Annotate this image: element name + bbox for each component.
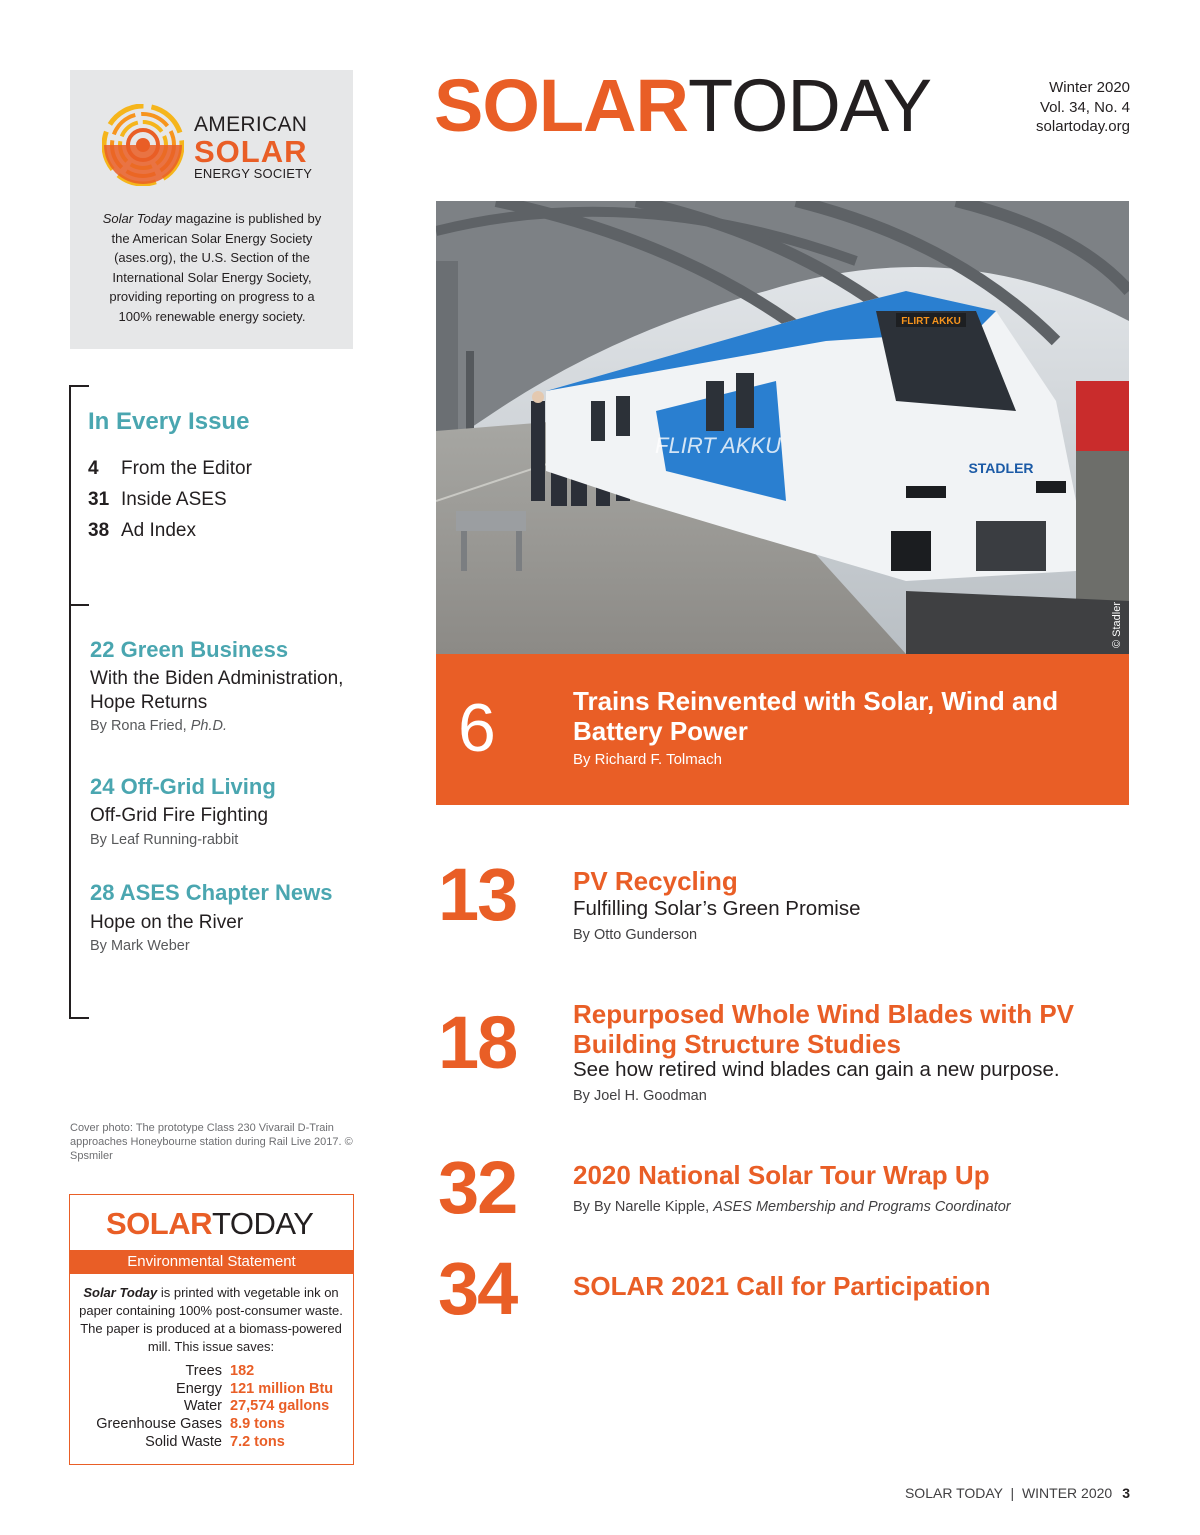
destination-sign: FLIRT AKKU	[901, 316, 961, 327]
env-saving-value: 182	[230, 1363, 255, 1379]
ases-sun-logo-icon	[102, 104, 184, 186]
issue-volume: Vol. 34, No. 4	[1039, 98, 1130, 116]
train-brand: STADLER	[968, 460, 1034, 476]
every-issue-item[interactable]	[88, 489, 227, 511]
train-side-text: FLIRT AKKU	[655, 433, 781, 458]
cover-photo-credit: Cover photo: The prototype Class 230 Vivarail D-Train approaches Honeybourne station during Rail Live 2017. © Spsmiler	[70, 1122, 353, 1162]
left-article-subtitle: Off-Grid Fire Fighting	[90, 805, 269, 826]
every-issue-item[interactable]	[88, 520, 196, 542]
article-title[interactable]: SOLAR 2021 Call for Participation	[573, 1271, 991, 1301]
env-saving-row	[70, 1362, 353, 1380]
article-byline: By Otto Gunderson	[573, 927, 698, 943]
every-issue-item[interactable]	[88, 458, 252, 480]
masthead-solar: SOLAR	[434, 64, 688, 147]
ases-desc-text: magazine is published by the American Solar Energy Society (ases.org), the U.S. Section of the International Solar Energy Society, providing reporting on progress to a 100% renewable energy society.	[109, 211, 322, 324]
env-saving-label: Trees	[185, 1363, 222, 1379]
every-issue-label: Ad Index	[121, 520, 196, 541]
env-heading: Environmental Statement	[70, 1250, 353, 1274]
env-desc-text: is printed with vegetable ink on paper containing 100% post-consumer waste. The paper is produced at a biomass-powered mill. This issue saves:	[79, 1285, 343, 1354]
left-article-subtitle: With the Biden Administration, Hope Returns	[90, 668, 344, 713]
env-saving-row	[70, 1397, 353, 1415]
masthead-today: TODAY	[688, 64, 932, 147]
env-saving-row	[70, 1415, 353, 1433]
article-page-number: 32	[438, 1146, 517, 1229]
page-footer	[905, 1485, 1130, 1501]
issue-url[interactable]: solartoday.org	[1036, 118, 1130, 135]
env-masthead-logo	[106, 1207, 313, 1241]
page-number: 3	[1122, 1485, 1130, 1501]
byline-text: By By Narelle Kipple,	[573, 1199, 714, 1215]
article-title[interactable]: 2020 National Solar Tour Wrap Up	[573, 1160, 990, 1190]
article-subtitle: See how retired wind blades can gain a new purpose.	[573, 1058, 1060, 1081]
photo-credit: © Stadler	[1111, 601, 1123, 648]
feature-byline: By Richard F. Tolmach	[573, 751, 722, 768]
feature-page-number: 6	[458, 690, 496, 766]
ases-desc-italic: Solar Today	[102, 211, 172, 226]
bracket-tick	[69, 1017, 89, 1019]
byline-suffix: Ph.D.	[190, 718, 228, 734]
left-article-byline: By Mark Weber	[90, 938, 190, 954]
env-saving-value: 8.9 tons	[230, 1416, 285, 1432]
article-title[interactable]: Repurposed Whole Wind Blades with PV Building Structure Studies	[573, 999, 1075, 1059]
env-desc-italic: Solar Today	[83, 1285, 158, 1300]
every-issue-page: 31	[88, 489, 110, 510]
every-issue-label: From the Editor	[121, 458, 252, 479]
issue-info	[1036, 78, 1130, 137]
env-saving-label: Solid Waste	[145, 1434, 222, 1450]
environmental-statement-box	[69, 1194, 354, 1465]
ases-word-society: ENERGY SOCIETY	[194, 166, 313, 181]
article-page-number: 34	[438, 1247, 517, 1330]
every-issue-heading: In Every Issue	[88, 408, 250, 435]
article-subtitle: Fulfilling Solar’s Green Promise	[573, 897, 861, 920]
bracket-tick	[69, 385, 89, 387]
left-article-subtitle: Hope on the River	[90, 912, 244, 933]
masthead-logo	[434, 64, 932, 147]
env-saving-value: 7.2 tons	[230, 1434, 285, 1450]
cover-train-photo[interactable]	[436, 201, 1129, 654]
byline-text: By Rona Fried,	[90, 718, 191, 734]
bracket-tick	[69, 604, 89, 606]
env-saving-row	[70, 1433, 353, 1451]
left-article-title[interactable]: 24 Off-Grid Living	[90, 774, 276, 799]
left-article-title[interactable]: 22 Green Business	[90, 637, 289, 662]
env-saving-label: Water	[183, 1398, 222, 1414]
article-page-number: 13	[438, 853, 517, 936]
article-page-number: 18	[438, 1001, 517, 1084]
article-byline	[573, 1199, 1011, 1215]
feature-article[interactable]	[436, 654, 1129, 805]
left-article-byline	[90, 718, 227, 734]
footer-text: SOLAR TODAY | WINTER 2020	[904, 1485, 1113, 1501]
article-byline: By Joel H. Goodman	[573, 1088, 707, 1104]
issue-season: Winter 2020	[1049, 79, 1130, 96]
ases-word-solar: SOLAR	[194, 134, 308, 169]
env-saving-value: 121 million Btu	[230, 1381, 334, 1397]
ases-description	[94, 209, 330, 326]
left-article-byline: By Leaf Running-rabbit	[90, 832, 239, 848]
train-illustration	[436, 201, 1129, 654]
env-saving-label: Energy	[176, 1381, 222, 1397]
env-saving-label: Greenhouse Gases	[96, 1416, 222, 1432]
ases-info-box	[70, 70, 353, 349]
every-issue-page: 38	[88, 520, 110, 541]
article-title[interactable]: PV Recycling	[573, 866, 738, 896]
left-article-title[interactable]: 28 ASES Chapter News	[90, 880, 333, 905]
every-issue-page: 4	[88, 458, 99, 479]
bracket-line	[69, 385, 71, 605]
ases-word-american: AMERICAN	[194, 113, 308, 136]
byline-role: ASES Membership and Programs Coordinator	[713, 1199, 1011, 1215]
feature-title: Trains Reinvented with Solar, Wind and Battery Power	[573, 686, 1059, 746]
bracket-line	[69, 604, 71, 1019]
every-issue-label: Inside ASES	[121, 489, 227, 510]
env-saving-row	[70, 1380, 353, 1398]
env-masthead-today: TODAY	[212, 1206, 314, 1241]
env-saving-value: 27,574 gallons	[230, 1398, 330, 1414]
env-description	[78, 1284, 344, 1356]
env-masthead-solar: SOLAR	[106, 1206, 212, 1241]
